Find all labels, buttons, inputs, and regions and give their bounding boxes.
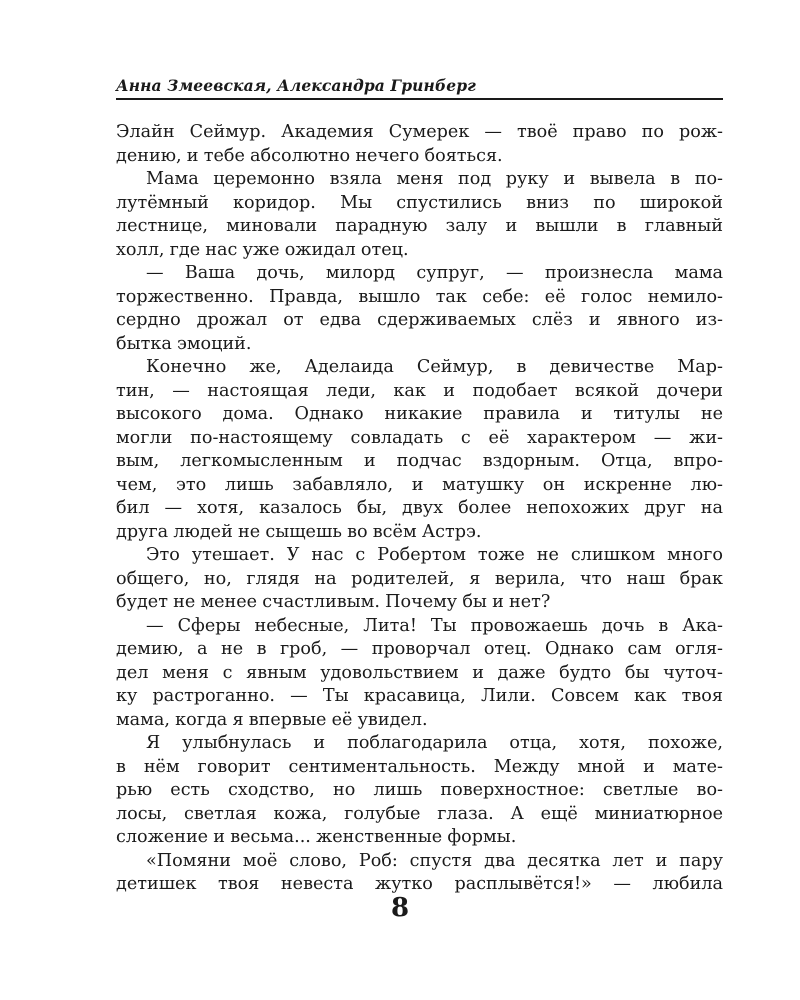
page-body (116, 121, 723, 897)
text-line: общего, но, глядя на родителей, я верила, что наш брак (116, 568, 723, 589)
text-line: сердно дрожал от едва сдерживаемых слёз и явного из- (116, 310, 723, 330)
text-line: лестнице, миновали парадную залу и вышли в главный (116, 216, 723, 236)
text-line: — Ваша дочь, милорд супруг, — произнесла мама (146, 263, 723, 283)
text-line: холл, где нас уже ожидал отец. (116, 239, 409, 260)
header-divider (116, 98, 723, 100)
text-line: Это утешает. У нас с Робертом тоже не слишком много (146, 545, 723, 565)
text-line: дению, и тебе абсолютно нечего бояться. (116, 145, 503, 166)
text-line: друга людей не сыщешь во всём Астрэ. (116, 521, 482, 542)
text-line: лосы, светлая кожа, голубые глаза. А ещё миниатюрное (116, 803, 723, 824)
text-line: чем, это лишь забавляло, и матушку он искренне лю- (116, 474, 723, 495)
text-line: дел меня с явным удовольствием и даже будто бы чуточ- (116, 662, 723, 683)
text-line: могли по-настоящему совладать с её характером — жи- (116, 427, 723, 448)
text-line: будет не менее счастливым. Почему бы и нет? (116, 592, 551, 612)
text-line: Мама церемонно взяла меня под руку и вывела в по- (146, 169, 723, 189)
text-line: демию, а не в гроб, — проворчал отец. Однако сам огля- (116, 639, 723, 659)
text-line: бытка эмоций. (116, 333, 252, 354)
text-line: мама, когда я впервые её увидел. (116, 709, 428, 730)
text-line: «Помяни моё слово, Роб: спустя два десятка лет и пару (146, 850, 723, 871)
text-line: — Сферы небесные, Лита! Ты провожаешь дочь в Ака- (146, 615, 723, 636)
text-line: бил — хотя, казалось бы, двух более непохожих друг на (116, 498, 723, 518)
text-line: Конечно же, Аделаида Сеймур, в девичестве Мар- (146, 357, 723, 377)
text-line: Элайн Сеймур. Академия Сумерек — твоё право по рож- (116, 122, 723, 142)
text-line: ку растроганно. — Ты красавица, Лили. Совсем как твоя (116, 686, 723, 706)
text-line: тин, — настоящая леди, как и подобает всякой дочери (116, 380, 723, 401)
text-line: торжественно. Правда, вышло так себе: её голос немило- (116, 286, 723, 307)
text-line: вым, легкомысленным и подчас вздорным. Отца, впро- (116, 451, 723, 471)
text-line: лутёмный коридор. Мы спустились вниз по широкой (116, 192, 723, 213)
running-header (116, 76, 723, 96)
page-number: 8 (390, 893, 410, 923)
text-line: высокого дома. Однако никакие правила и титулы не (116, 404, 723, 424)
text-line: сложение и весьма... женственные формы. (116, 827, 517, 847)
header-authors: Анна Змеевская, Александра Гринберг (116, 76, 476, 95)
text-line: Я улыбнулась и поблагодарила отца, хотя, похоже, (146, 733, 723, 753)
text-line: в нём говорит сентиментальность. Между мной и мате- (116, 756, 723, 777)
text-line: детишек твоя невеста жутко расплывётся!» — любила (116, 874, 723, 894)
text-line: рью есть сходство, но лишь поверхностное: светлые во- (116, 780, 723, 800)
